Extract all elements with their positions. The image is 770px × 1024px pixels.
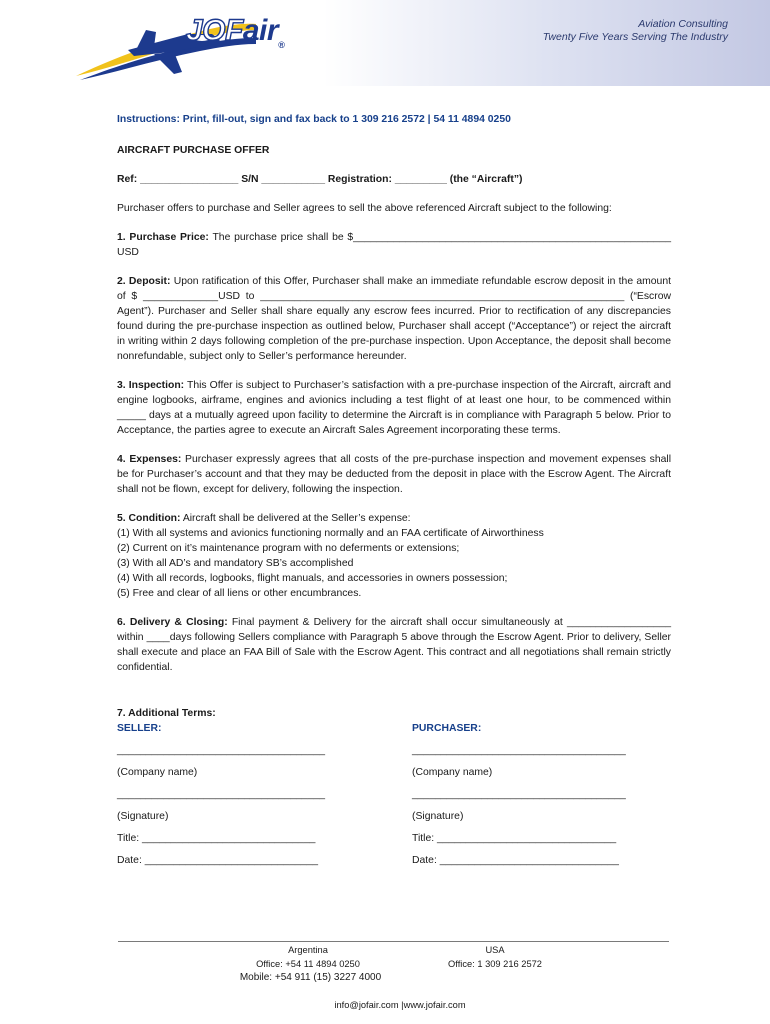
section-6-body: Final payment & Delivery for the aircraft shall occur simultaneously at __________________ within ____days following Sellers compliance with Paragraph 5 above through the Escrow Agent. Prior to delivery, Seller shall execute and place an FAA Bill of Sale with the Escrow Agent. This contract and all negotiations shall remain strictly confidential. bbox=[117, 617, 671, 673]
seller-date-field[interactable]: Date: ______________________________ bbox=[117, 855, 319, 866]
purchaser-company-label: (Company name) bbox=[412, 767, 493, 778]
condition-item: (5) Free and clear of all liens or other encumbrances. bbox=[117, 588, 362, 599]
footer-argentina bbox=[228, 943, 388, 971]
footer-contact[interactable]: info@jofair.com |www.jofair.com bbox=[334, 1000, 466, 1010]
intro-paragraph: Purchaser offers to purchase and Seller agrees to sell the above referenced Aircraft subject to the following: bbox=[117, 203, 612, 214]
section-5-body: Aircraft shall be delivered at the Seller’s expense: bbox=[180, 513, 411, 524]
document-body bbox=[117, 112, 671, 689]
section-purchase-price bbox=[117, 230, 671, 260]
seller-company-blank[interactable]: ____________________________________ bbox=[117, 745, 326, 756]
seller-signature-label: (Signature) bbox=[117, 811, 169, 822]
purchaser-signature-blank[interactable]: _____________________________________ bbox=[412, 789, 626, 800]
section-1-heading: 1. Purchase Price: bbox=[117, 232, 209, 243]
purchaser-date-field[interactable]: Date: _______________________________ bbox=[412, 855, 619, 866]
footer-divider bbox=[118, 941, 669, 942]
condition-item: (1) With all systems and avionics functioning normally and an FAA certificate of Airworthiness bbox=[117, 528, 544, 539]
section-expenses bbox=[117, 452, 671, 497]
purchaser-label: PURCHASER: bbox=[412, 723, 482, 734]
purchaser-column bbox=[412, 721, 652, 875]
section-2-heading: 2. Deposit: bbox=[117, 276, 171, 287]
section-1-body: The purchase price shall be $_______________________________________________________ USD bbox=[117, 232, 672, 258]
seller-company-label: (Company name) bbox=[117, 767, 198, 778]
section-5-heading: 5. Condition: bbox=[117, 513, 181, 524]
section-4-body: Purchaser expressly agrees that all costs of the pre-purchase inspection and movement expenses shall be for Purchaser’s account and that they may be deducted from the deposit in place with the Escrow Agent. The Aircraft shall not be flown, except for delivery, following the inspection. bbox=[117, 454, 672, 495]
seller-title-field[interactable]: Title: ______________________________ bbox=[117, 833, 316, 844]
section-deposit bbox=[117, 274, 671, 364]
seller-label: SELLER: bbox=[117, 723, 162, 734]
seller-column bbox=[117, 721, 357, 875]
tagline bbox=[543, 18, 728, 44]
section-condition bbox=[117, 511, 671, 601]
purchaser-title-field[interactable]: Title: _______________________________ bbox=[412, 833, 617, 844]
tagline-line-1: Aviation Consulting bbox=[638, 18, 728, 30]
section-7-heading: 7. Additional Terms: bbox=[117, 708, 216, 719]
section-3-heading: 3. Inspection: bbox=[117, 380, 185, 391]
condition-item: (2) Current on it’s maintenance program with no deferments or extensions; bbox=[117, 543, 460, 554]
footer-argentina-label: Argentina bbox=[288, 945, 328, 955]
section-delivery-closing bbox=[117, 615, 671, 675]
company-logo: JOFair® bbox=[186, 14, 285, 50]
section-3-body: This Offer is subject to Purchaser’s satisfaction with a pre-purchase inspection of the Aircraft, aircraft and engine logbooks, airframe, engines and avionics including a test flight of at least one hour, to be commenced within _____ days at a mutually agreed upon facility to determine the Aircraft is in compliance with Paragraph 5 below. Prior to Acceptance, the parties agree to execute an Aircraft Sales Agreement incorporating these terms. bbox=[117, 380, 671, 436]
footer-usa-label: USA bbox=[485, 945, 505, 955]
aircraft-reference-line: Ref: _________________ S/N ___________ Registration: _________ (the “Aircraft”) bbox=[117, 174, 523, 185]
tagline-line-2: Twenty Five Years Serving The Industry bbox=[542, 31, 728, 43]
footer-usa bbox=[430, 943, 560, 971]
footer-mobile: Mobile: +54 911 (15) 3227 4000 bbox=[239, 972, 382, 983]
footer-usa-office: Office: 1 309 216 2572 bbox=[448, 959, 542, 969]
document-title: AIRCRAFT PURCHASE OFFER bbox=[117, 145, 270, 156]
section-6-heading: 6. Delivery & Closing: bbox=[117, 617, 228, 628]
section-inspection bbox=[117, 378, 671, 438]
footer-argentina-office: Office: +54 11 4894 0250 bbox=[256, 959, 360, 969]
purchaser-company-blank[interactable]: _____________________________________ bbox=[412, 745, 626, 756]
section-4-heading: 4. Expenses: bbox=[117, 454, 182, 465]
condition-item: (4) With all records, logbooks, flight manuals, and accessories in owners possession; bbox=[117, 573, 508, 584]
purchaser-signature-label: (Signature) bbox=[412, 811, 464, 822]
condition-item: (3) With all AD’s and mandatory SB’s accomplished bbox=[117, 558, 354, 569]
letterhead bbox=[0, 0, 770, 86]
section-2-body: Upon ratification of this Offer, Purchaser shall make an immediate refundable escrow deposit in the amount of $ _____________USD to _______________________________________________________________ (“Escrow Agent”). Purchaser and Seller shall share equally any escrow fees incurred. Prior to rectification of any discrepancies found during the pre-purchase inspection as outlined below, Purchaser shall accept (“Acceptance”) or reject the aircraft in writing within 2 days following completion of the pre-purchase inspection. Upon Acceptance, the deposit shall become nonrefundable, subject only to Seller’s performance hereunder. bbox=[117, 276, 671, 362]
seller-signature-blank[interactable]: ____________________________________ bbox=[117, 789, 326, 800]
fax-instructions: Instructions: Print, fill-out, sign and fax back to 1 309 216 2572 | 54 11 4894 0250 bbox=[117, 114, 511, 125]
